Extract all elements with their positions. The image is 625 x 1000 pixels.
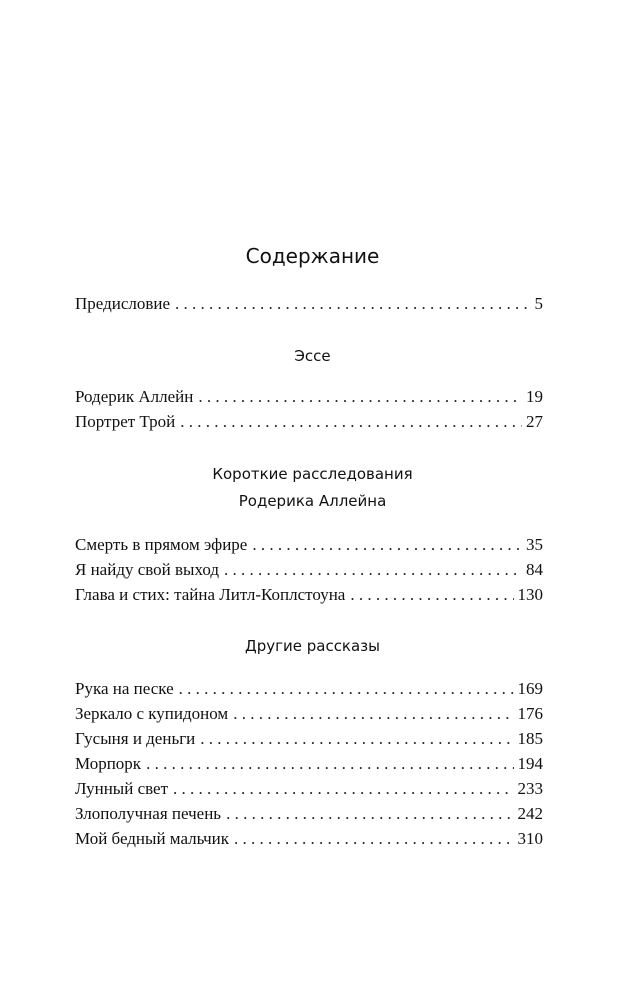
dot-leader bbox=[198, 384, 522, 409]
dot-leader bbox=[146, 751, 513, 776]
entry-title: Лунный свет bbox=[75, 779, 169, 798]
page-number: 242 bbox=[517, 804, 543, 823]
dot-leader bbox=[226, 801, 513, 826]
entry-title: Злополучная печень bbox=[75, 804, 222, 823]
page-number: 5 bbox=[534, 294, 543, 313]
toc-entry[interactable] bbox=[75, 291, 543, 316]
preface-list bbox=[75, 291, 543, 316]
dot-leader bbox=[234, 826, 514, 851]
toc-entry[interactable] bbox=[75, 582, 543, 607]
toc-entry[interactable] bbox=[75, 384, 543, 409]
dot-leader bbox=[233, 701, 513, 726]
entry-title: Зеркало с купидоном bbox=[75, 704, 229, 723]
toc-entry[interactable] bbox=[75, 676, 543, 701]
toc-entry[interactable] bbox=[75, 532, 543, 557]
page-number: 176 bbox=[517, 704, 543, 723]
page-number: 310 bbox=[517, 829, 543, 848]
toc-entry[interactable] bbox=[75, 801, 543, 826]
other-stories-list bbox=[75, 676, 543, 851]
toc-entry[interactable] bbox=[75, 751, 543, 776]
toc-entry[interactable] bbox=[75, 701, 543, 726]
page-number: 35 bbox=[526, 535, 543, 554]
section-heading-short-investigations-line2: Родерика Аллейна bbox=[238, 492, 387, 510]
toc-entry[interactable] bbox=[75, 826, 543, 851]
entry-title: Предисловие bbox=[75, 294, 171, 313]
section-heading-essays: Эссе bbox=[294, 347, 331, 365]
entry-title: Рука на песке bbox=[75, 679, 174, 698]
entry-title: Глава и стих: тайна Литл-Коплстоуна bbox=[75, 585, 346, 604]
page-number: 233 bbox=[517, 779, 543, 798]
entry-title: Гусыня и деньги bbox=[75, 729, 196, 748]
entry-title: Родерик Аллейн bbox=[75, 387, 194, 406]
page-number: 194 bbox=[517, 754, 543, 773]
dot-leader bbox=[175, 291, 530, 316]
page-number: 130 bbox=[517, 585, 543, 604]
toc-entry[interactable] bbox=[75, 409, 543, 434]
page-number: 84 bbox=[526, 560, 543, 579]
dot-leader bbox=[200, 726, 513, 751]
dot-leader bbox=[252, 532, 522, 557]
page-number: 169 bbox=[517, 679, 543, 698]
entry-title: Мой бедный мальчик bbox=[75, 829, 229, 848]
entry-title: Морпорк bbox=[75, 754, 142, 773]
dot-leader bbox=[179, 676, 514, 701]
toc-entry[interactable] bbox=[75, 776, 543, 801]
investigations-list bbox=[75, 532, 543, 607]
entry-title: Смерть в прямом эфире bbox=[75, 535, 248, 554]
entry-title: Я найду свой выход bbox=[75, 560, 219, 579]
dot-leader bbox=[350, 582, 513, 607]
entry-title: Портрет Трой bbox=[75, 412, 176, 431]
page-title: Содержание bbox=[245, 244, 380, 268]
dot-leader bbox=[180, 409, 522, 434]
toc-entry[interactable] bbox=[75, 557, 543, 582]
toc-entry[interactable] bbox=[75, 726, 543, 751]
page-number: 27 bbox=[526, 412, 543, 431]
dot-leader bbox=[173, 776, 513, 801]
page-number: 185 bbox=[517, 729, 543, 748]
dot-leader bbox=[224, 557, 522, 582]
page-number: 19 bbox=[526, 387, 543, 406]
essays-list bbox=[75, 384, 543, 434]
section-heading-short-investigations: Короткие расследования bbox=[212, 465, 413, 483]
section-heading-other-stories: Другие рассказы bbox=[244, 637, 381, 655]
